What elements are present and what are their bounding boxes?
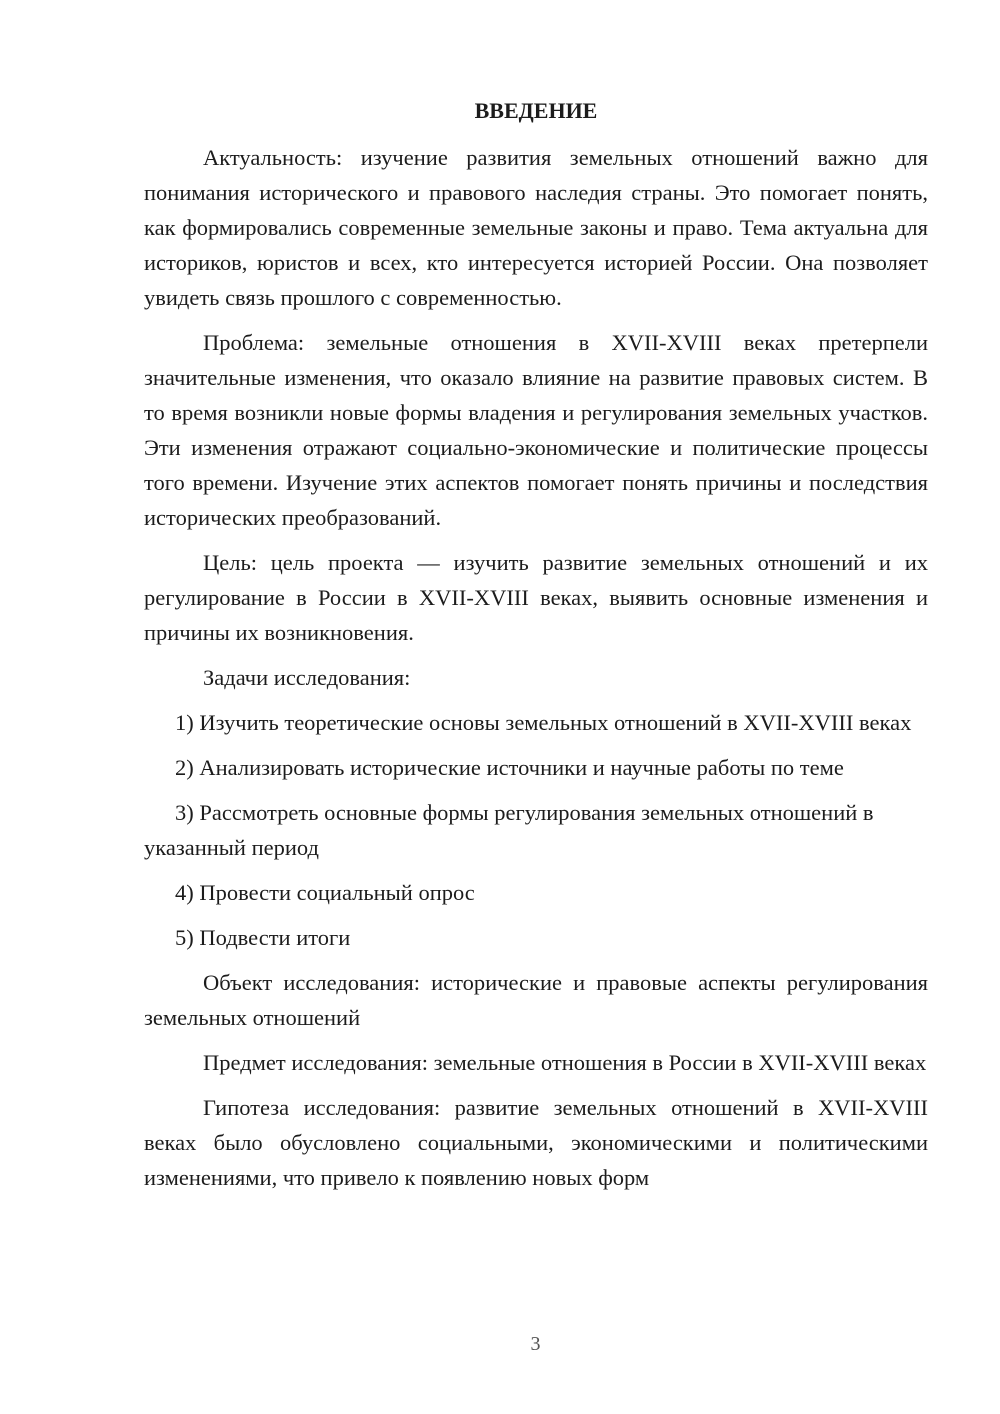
relevance-paragraph: Актуальность: изучение развития земельных отношений важно для понимания исторического и правового наследия страны. Это помогает понять, как формировались современные земельные законы и право. Тема актуальна для историков, юристов и всех, кто интересуется историей России. Она позволяет увидеть связь прошлого с современностью.	[144, 145, 928, 310]
research-object-paragraph: Объект исследования: исторические и правовые аспекты регулирования земельных отношений	[144, 970, 928, 1030]
goal-paragraph: Цель: цель проекта — изучить развитие земельных отношений и их регулирование в России в XVII-XVIII веках, выявить основные изменения и причины их возникновения.	[144, 550, 928, 645]
task-item-4: 4) Провести социальный опрос	[175, 880, 475, 905]
tasks-heading: Задачи исследования:	[203, 665, 411, 690]
task-item-3: 3) Рассмотреть основные формы регулирования земельных отношений в указанный период	[144, 800, 874, 860]
page-number: 3	[530, 1333, 541, 1355]
task-item-5: 5) Подвести итоги	[175, 925, 351, 950]
research-subject-paragraph: Предмет исследования: земельные отношения в России в XVII-XVIII веках	[203, 1050, 927, 1075]
research-hypothesis-paragraph: Гипотеза исследования: развитие земельных отношений в XVII-XVIII веках было обусловлено социальными, экономическими и политическими изменениями, что привело к появлению новых форм	[144, 1095, 928, 1190]
task-item-1: 1) Изучить теоретические основы земельных отношений в XVII-XVIII веках	[175, 710, 912, 735]
page-content	[144, 96, 928, 1205]
task-item-2: 2) Анализировать исторические источники и научные работы по теме	[175, 755, 844, 780]
problem-paragraph: Проблема: земельные отношения в XVII-XVIII веках претерпели значительные изменения, что оказало влияние на развитие правовых систем. В то время возникли новые формы владения и регулирования земельных участков. Эти изменения отражают социально-экономические и политические процессы того времени. Изучение этих аспектов помогает понять причины и последствия исторических преобразований.	[144, 330, 928, 530]
section-title: ВВЕДЕНИЕ	[474, 98, 598, 123]
